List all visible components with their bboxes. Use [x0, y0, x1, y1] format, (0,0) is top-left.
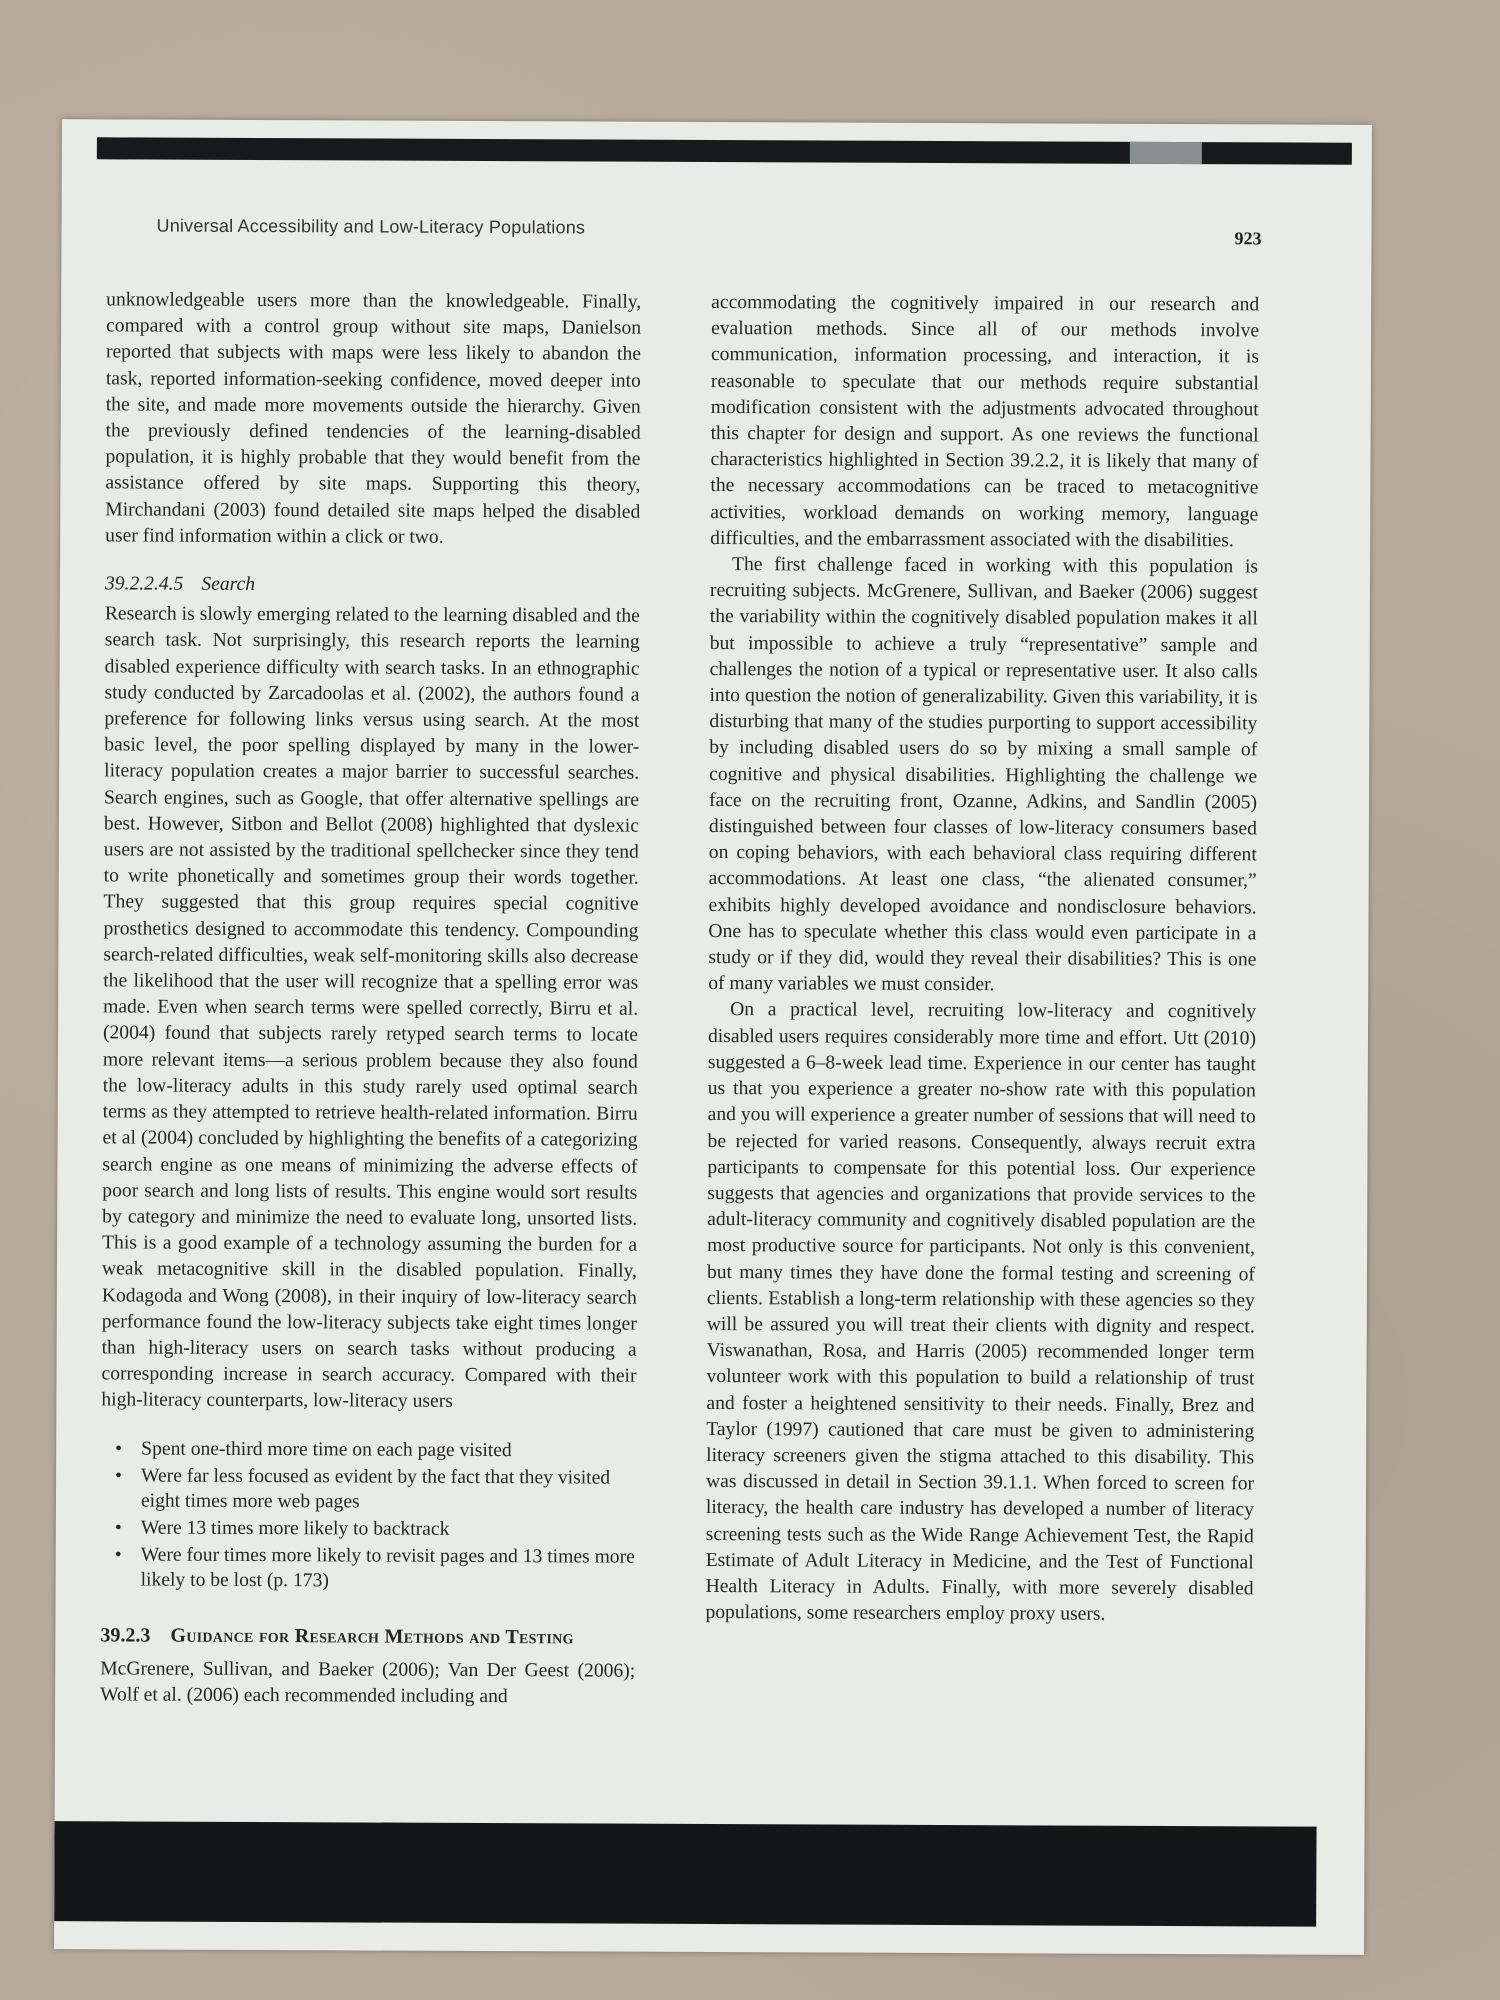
page-number: 923	[1234, 228, 1262, 249]
list-item: • Were far less focused as evident by the fact that they visited eight times more web pages	[141, 1463, 636, 1515]
running-head: Universal Accessibility and Low-Literacy Populations	[156, 215, 586, 238]
subsection-number: 39.2.2.4.5	[104, 573, 184, 595]
findings-list	[101, 1436, 637, 1594]
list-item: • Were 13 times more likely to backtrack	[141, 1515, 636, 1542]
right-paragraph-2: The first challenge faced in working with this population is recruiting subjects. McGrenere, Sullivan, and Baeker (2006) suggest the variability within the cognitively disabled population makes it all but impossible to achieve a truly “representative” sample and challenges the notion of a typical or representative user. It also calls into question the notion of generalizability. Given this variability, it is disturbing that many of the studies purporting to support accessibility by including disabled users do so by mixing a small sample of cognitive and physical disabilities. Highlighting the challenge we face on the recruiting front, Ozanne, Adkins, and Sandlin (2005) distinguished between four classes of low-literacy consumers based on coping behaviors, with each behavioral class requiring different accommodations. At least one class, “the alienated consumer,” exhibits highly developed avoidance and nondisclosure behaviors. One has to speculate whether this class would even participate in a study or if they did, would they reveal their disabilities? This is one of many variables we must consider.	[708, 554, 1259, 996]
book-page	[54, 119, 1372, 1955]
right-paragraph-3: On a practical level, recruiting low-literacy and cognitively disabled users requires considerably more time and effort. Utt (2010) suggested a 6–8-week lead time. Experience in our center has taught us that you experience a greater no-show rate with this population and you will experience a greater number of sessions that will need to be rejected for varied reasons. Consequently, always recruit extra participants to compensate for this potential loss. Our experience suggests that agencies and organizations that provide services to the adult-literacy community and cognitively disabled population are the most productive source for participants. Not only is this convenient, but many times they have done the formal testing and screening of clients. Establish a long-term relationship with these agencies so they will be assured you will treat their clients with dignity and respect. Viswanathan, Rosa, and Harris (2005) recommended longer term volunteer work with this population to build a relationship of trust and foster a heightened sensitivity to their needs. Finally, Brez and Taylor (1997) cautioned that care must be given to administering literacy screeners given the stigma attached to this disability. This was discussed in detail in Section 39.1.1. When forced to screen for literacy, the health care industry has developed a number of literacy screening tests such as the Wide Range Achievement Test, the Rapid Estimate of Adult Literacy in Medicine, and the Test of Functional Health Literacy in Adults. Finally, with more severely disabled populations, some researchers employ proxy users.	[705, 999, 1257, 1625]
list-item: • Spent one-third more time on each page visited	[141, 1436, 636, 1463]
top-bar-marker	[1130, 142, 1202, 164]
section-title: Guidance for Research Methods and Testing	[170, 1624, 574, 1648]
left-paragraph-3: McGrenere, Sullivan, and Baeker (2006); Van Der Geest (2006); Wolf et al. (2006) each recommended including and	[100, 1658, 636, 1708]
section-heading	[100, 1622, 635, 1651]
right-paragraph-1: accommodating the cognitively impaired in our research and evaluation methods. Since all of our methods involve communication, information processing, and interaction, it is reasonable to speculate that our methods require substantial modification consistent with the adjustments advocated throughout this chapter for design and support. As one reviews the functional characteristics highlighted in Section 39.2.2, it is likely that many of the necessary accommodations can be traced to metacognitive activities, workload demands on working memory, language difficulties, and the embarrassment associated with the disabilities.	[710, 291, 1260, 552]
top-border-bar	[97, 137, 1352, 164]
left-column	[100, 287, 641, 1710]
right-column	[705, 290, 1259, 1629]
subsection-heading	[105, 571, 640, 600]
subsection-title: Search	[201, 573, 256, 596]
section-number: 39.2.3	[100, 1623, 151, 1647]
left-paragraph-1: unknowledgeable users more than the knowledgeable. Finally, compared with a control group without site maps, Danielson reported that subjects with maps were less likely to abandon the task, reported information-seeking confidence, moved deeper into the site, and made more movements outside the hierarchy. Given the previously defined tendencies of the learning-disabled population, it is highly probable that they would benefit from the assistance offered by site maps. Supporting this theory, Mirchandani (2003) found detailed site maps helped the disabled user find information within a click or two.	[105, 289, 642, 548]
left-paragraph-2: Research is slowly emerging related to the learning disabled and the search task. Not surprisingly, this research reports the learning disabled experience difficulty with search tasks. In an ethnographic study conducted by Zarcadoolas et al. (2002), the authors found a preference for following links versus using search. At the most basic level, the poor spelling displayed by many in the lower-literacy population creates a major barrier to successful searches. Search engines, such as Google, that offer alternative spellings are best. However, Sitbon and Bellot (2008) highlighted that dyslexic users are not assisted by the traditional spellchecker since they tend to write phonetically and sometimes group their words together. They suggested that this group requires special cognitive prosthetics designed to accommodate this tendency. Compounding search-related difficulties, weak self-monitoring skills also decrease the likelihood that the user will recognize that a spelling error was made. Even when search terms were spelled correctly, Birru et al. (2004) found that subjects rarely retyped search terms to locate more relevant items—a serious problem because they also found the low-literacy adults in this study rarely used optimal search terms as they attempted to retrieve health-related information. Birru et al (2004) concluded by highlighting the benefits of a categorizing search engine as one means of minimizing the adverse effects of poor search and long lists of results. This engine would sort results by category and minimize the need to evaluate long, unsorted lists. This is a good example of a technology assuming the burden for a weak metacognitive skill in the disabled population. Finally, Kodagoda and Wong (2008), in their inquiry of low-literacy search performance found the low-literacy subjects take eight times longer than high-literacy users on search tasks without producing a corresponding increase in search accuracy. Compared with their high-literacy counterparts, low-literacy users	[101, 603, 640, 1413]
bottom-border-bar	[54, 1821, 1316, 1927]
list-item: • Were four times more likely to revisit pages and 13 times more likely to be lost (p. 173)	[141, 1542, 636, 1594]
